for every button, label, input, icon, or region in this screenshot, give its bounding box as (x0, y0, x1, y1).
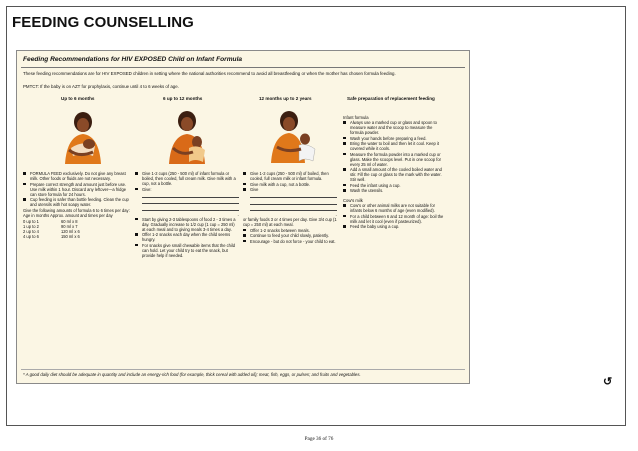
col-header-safe-prep: Safe preparation of replacement feeding (347, 96, 435, 101)
panel-divider (21, 67, 465, 68)
age-cell: 0 up to 1 (23, 218, 39, 224)
list-item: Give 1-2 cups (250 - 500 ml) of infant formula or boiled, then cooled, full cream milk. Give milk with a cup, not a bottle. (135, 171, 239, 186)
mother-with-child-illustration (159, 108, 219, 166)
list-item: Give (243, 187, 337, 192)
age-cell: 4 up to 6 (23, 233, 39, 239)
list-item: Give 1-2 cups (250 - 500 ml) of boiled, then cooled, full cream milk or infant formula. (243, 171, 337, 181)
age-cell: 2 up to 4 (23, 228, 39, 234)
blank-line (250, 199, 337, 205)
page-number: Page 36 of 76 (304, 436, 334, 442)
list-item: Offer 1-2 snacks between meals. (243, 228, 337, 233)
blank-line (142, 199, 239, 205)
list-item: Always use a marked cup or glass and spoon to measure water and the scoop to measure the formula powder. (343, 120, 447, 135)
amount-cell: 90 ml x 7 (60, 223, 78, 229)
column-0-6-months (23, 171, 131, 239)
blank-line (250, 206, 337, 212)
family-foods-text: or family foods 3 or 4 times per day. Give 3/4 cup (1 cup = 250 ml) at each meal. (243, 217, 337, 227)
list-item: Feed the infant using a cup. (343, 183, 447, 188)
recommendations-panel (16, 50, 470, 384)
blank-line (142, 192, 239, 198)
dash-mark: - (335, 212, 337, 217)
blank-line (142, 205, 239, 211)
list-item: Measure the formula powder into a marked cup or glass. Make the scoops level. Put in one scoop for every 25 ml of water. (343, 152, 447, 167)
refresh-arrow-icon[interactable]: ↺ (603, 376, 613, 388)
list-item: Give: (135, 187, 239, 192)
diet-footnote: * A good daily diet should be adequate in quantity and include an energy-rich food (for example, thick cereal with added oil); meat, fish, eggs, or pulses; and fruits and vegetables. (23, 372, 361, 377)
list-item: FORMULA FEED exclusively. Do not give any breast milk. Other foods or fluids are not necessary. (23, 171, 131, 181)
page-title: FEEDING COUNSELLING (12, 14, 194, 31)
list-item: Feed the baby using a cup. (343, 224, 447, 229)
list-item: For snacks give small chewable items that the child can hold. Let your child try to eat the snack, but provide help if needed. (135, 243, 239, 258)
footnote-divider (21, 369, 465, 370)
list-item: Offer 1-2 snacks each day when the child seems hungry. (135, 232, 239, 242)
panel-title: Feeding Recommendations for HIV EXPOSED Child on Infant Formula (23, 56, 243, 63)
age-cell: 1 up to 2 (23, 223, 39, 229)
list-item: Cup feeding is safer than bottle feeding. Clean the cup and utensils with hot soapy water. (23, 197, 131, 207)
formula-table-intro: Give the following amounts of formula 6 to 6 times per day: (23, 207, 130, 213)
list-item: For a child between 6 and 12 month of age: boil the milk and let it cool (even if pasteurized). (343, 214, 447, 224)
blank-line (250, 193, 337, 199)
column-12-24-months (243, 171, 337, 244)
mother-with-toddler-illustration (263, 109, 323, 165)
panel-intro: These feeding recommendations are for HIV EXPOSED children in setting where the national authorities recommend to avoid all breastfeeding or when the mother has chosen formula feeding. (23, 71, 396, 76)
amount-cell: 150 ml x 6 (60, 233, 80, 239)
list-item: Cow's or other animal milks are not suitable for infants below 6 months of age (even modified). (343, 203, 447, 213)
formula-amount-table (23, 219, 84, 239)
list-item: Bring the water to boil and then let it cool. Keep it covered while it cools. (343, 141, 447, 151)
list-item: Add a small amount of the cooled boiled water and stir. Fill the cup or glass to the mark with the water. Stir well. (343, 167, 447, 182)
formula-table-header: Age in months Approx. amount and times per day (23, 213, 113, 218)
list-item: Encourage - but do not force - your child to eat. (243, 239, 337, 244)
table-row (23, 234, 84, 239)
cows-milk-subheading: Cow's milk (343, 198, 363, 203)
pmtct-note: PMTCT: If the baby is on AZT for prophylaxis, continue until 4 to 6 weeks of age. (23, 84, 179, 89)
col-header-12-24: 12 months up to 2 years (259, 96, 312, 101)
list-item: Wash your hands before preparing a feed. (343, 136, 447, 141)
column-safe-preparation (343, 113, 447, 230)
list-item: Start by giving 2-3 tablespoons of food 2 - 3 times a day. Gradually increase to 1/2 cup (1 cup = 250 ml) at each meal and to giving meals 3-4 times a day. (135, 217, 239, 232)
list-item: Prepare correct strength and amount just before use. Use milk within 1 hour. Discard any leftover—a fridge can store formula for 24 hours. (23, 182, 131, 197)
col-header-6-12: 6 up to 12 months (163, 96, 203, 101)
amount-cell: 60 ml x 8 (60, 218, 78, 224)
list-item: Wash the utensils. (343, 188, 447, 193)
list-item: Continue to feed your child slowly, patiently. (243, 233, 337, 238)
infant-formula-subheading: Infant formula (343, 115, 369, 120)
mother-feeding-infant-illustration (53, 108, 113, 166)
dash-mark: - (237, 211, 239, 217)
column-6-12-months (135, 171, 239, 258)
list-item: Give milk with a cup, not a bottle. (243, 182, 337, 187)
amount-cell: 120 ml x 6 (60, 228, 80, 234)
col-header-0-6: Up to 6 months (61, 96, 95, 101)
